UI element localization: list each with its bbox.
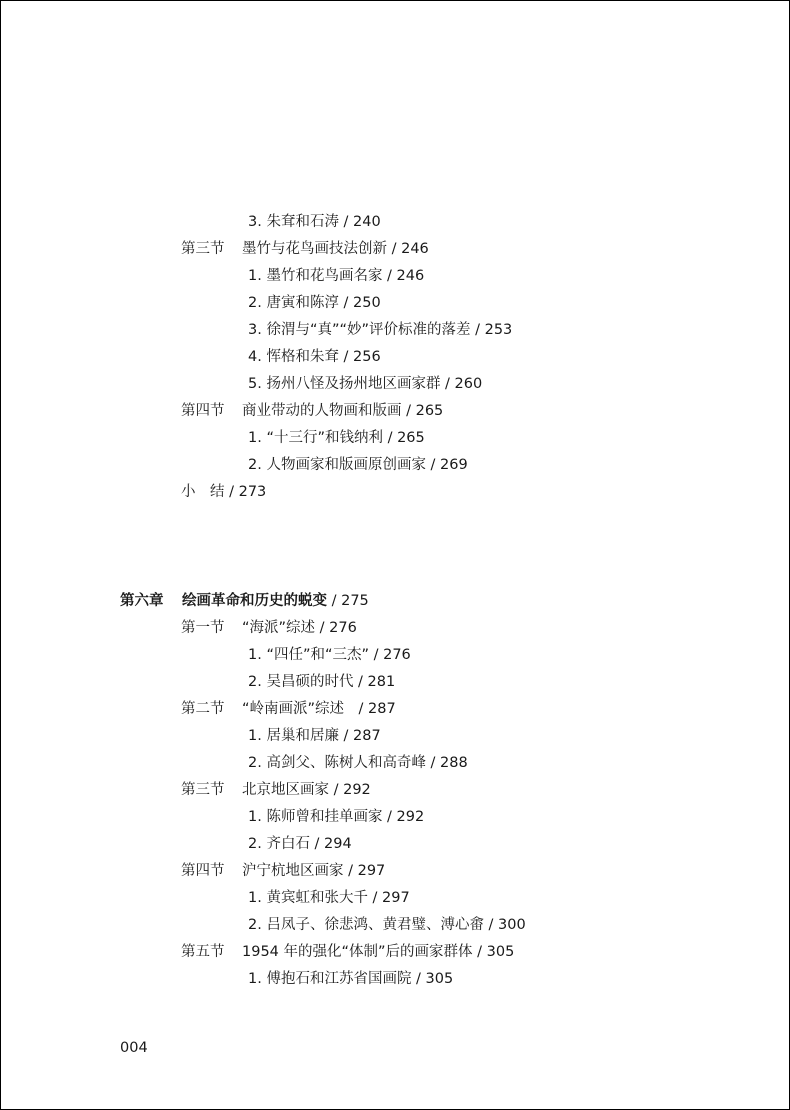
toc-item: 1. “十三行”和钱纳利 / 265 [248, 430, 425, 446]
toc-item: 1. “四任”和“三杰” / 276 [248, 647, 411, 663]
toc-item: 5. 扬州八怪及扬州地区画家群 / 260 [248, 376, 483, 392]
toc-item: 2. 齐白石 / 294 [248, 836, 352, 852]
toc-section: 第四节 商业带动的人物画和版画 / 265 [181, 403, 444, 419]
page-number: 004 [120, 1040, 148, 1056]
toc-item: 1. 墨竹和花鸟画名家 / 246 [248, 268, 425, 284]
toc-section: 第三节 墨竹与花鸟画技法创新 / 246 [181, 241, 429, 257]
toc-item: 1. 居巢和居廉 / 287 [248, 728, 381, 744]
toc-summary: 小 结 / 273 [181, 484, 267, 500]
toc-item: 2. 唐寅和陈淳 / 250 [248, 295, 381, 311]
toc-chapter: 第六章 绘画革命和历史的蜕变 / 275 [120, 593, 369, 609]
toc-item: 3. 徐渭与“真”“妙”评价标准的落差 / 253 [248, 322, 513, 338]
toc-item: 1. 陈师曾和挂单画家 / 292 [248, 809, 425, 825]
toc-item: 2. 吴昌硕的时代 / 281 [248, 674, 396, 690]
toc-item: 2. 吕凤子、徐悲鸿、黄君璧、溥心畬 / 300 [248, 917, 526, 933]
toc-section: 第四节 沪宁杭地区画家 / 297 [181, 863, 386, 879]
toc-item: 2. 高剑父、陈树人和高奇峰 / 288 [248, 755, 468, 771]
table-of-contents [1, 1, 789, 1109]
toc-section: 第五节 1954 年的强化“体制”后的画家群体 / 305 [181, 944, 515, 960]
toc-item: 4. 恽格和朱耷 / 256 [248, 349, 381, 365]
toc-section: 第三节 北京地区画家 / 292 [181, 782, 371, 798]
toc-section: 第一节 “海派”综述 / 276 [181, 620, 357, 636]
toc-item: 3. 朱耷和石涛 / 240 [248, 214, 381, 230]
toc-item: 1. 黄宾虹和张大千 / 297 [248, 890, 410, 906]
toc-item: 2. 人物画家和版画原创画家 / 269 [248, 457, 468, 473]
toc-section: 第二节 “岭南画派”综述 / 287 [181, 701, 396, 717]
toc-item: 1. 傅抱石和江苏省国画院 / 305 [248, 971, 454, 987]
